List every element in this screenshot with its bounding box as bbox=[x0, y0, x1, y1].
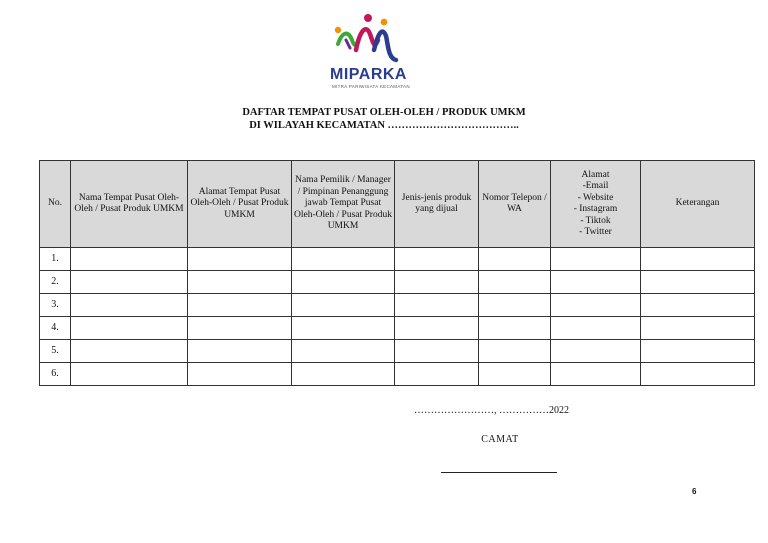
table-cell bbox=[479, 294, 551, 317]
table-row bbox=[40, 248, 755, 271]
table-cell bbox=[188, 294, 292, 317]
table-cell bbox=[551, 363, 641, 386]
miparka-logo bbox=[326, 10, 416, 92]
signature-line bbox=[441, 472, 557, 473]
table-cell bbox=[188, 317, 292, 340]
table-cell bbox=[551, 294, 641, 317]
table-row bbox=[40, 363, 755, 386]
table-cell bbox=[395, 271, 479, 294]
date-line: ……………………, ……………2022 bbox=[414, 405, 569, 416]
table-cell bbox=[395, 294, 479, 317]
table-cell bbox=[551, 317, 641, 340]
table-cell bbox=[641, 248, 755, 271]
table-row bbox=[40, 271, 755, 294]
table-cell bbox=[71, 363, 188, 386]
table-cell bbox=[395, 363, 479, 386]
table-cell bbox=[641, 363, 755, 386]
document-title bbox=[0, 106, 768, 132]
table-row bbox=[40, 294, 755, 317]
signatory-role: CAMAT bbox=[481, 434, 519, 445]
page-number: 6 bbox=[692, 487, 697, 496]
table-cell bbox=[641, 340, 755, 363]
table-cell bbox=[188, 248, 292, 271]
row-number: 4. bbox=[40, 317, 71, 340]
row-number: 3. bbox=[40, 294, 71, 317]
title-line-2: DI WILAYAH KECAMATAN ……………………………….. bbox=[249, 120, 519, 131]
table-cell bbox=[551, 248, 641, 271]
column-header: Alamat -Email - Website - Instagram - Tiktok - Twitter bbox=[551, 161, 641, 248]
table-cell bbox=[551, 340, 641, 363]
data-table bbox=[39, 160, 755, 386]
row-number: 1. bbox=[40, 248, 71, 271]
table-cell bbox=[479, 317, 551, 340]
column-header: Keterangan bbox=[641, 161, 755, 248]
table-cell bbox=[641, 317, 755, 340]
table-cell bbox=[188, 271, 292, 294]
title-line-1: DAFTAR TEMPAT PUSAT OLEH-OLEH / PRODUK UMKM bbox=[242, 107, 526, 118]
logo-wordmark: MIPARKA bbox=[330, 66, 407, 83]
table-cell bbox=[292, 363, 395, 386]
logo-tagline: MITRA PARIWISATA KECAMATAN bbox=[332, 84, 410, 89]
table-cell bbox=[71, 340, 188, 363]
column-header: Alamat Tempat Pusat Oleh-Oleh / Pusat Produk UMKM bbox=[188, 161, 292, 248]
column-header: No. bbox=[40, 161, 71, 248]
table-cell bbox=[292, 340, 395, 363]
column-header: Nama Tempat Pusat Oleh-Oleh / Pusat Produk UMKM bbox=[71, 161, 188, 248]
table-cell bbox=[71, 271, 188, 294]
table-cell bbox=[188, 340, 292, 363]
table-cell bbox=[479, 340, 551, 363]
table-body bbox=[40, 248, 755, 386]
miparka-logo-mark-icon bbox=[326, 10, 416, 68]
table-cell bbox=[479, 248, 551, 271]
table-cell bbox=[395, 340, 479, 363]
table-cell bbox=[551, 271, 641, 294]
table-row bbox=[40, 317, 755, 340]
column-header: Nama Pemilik / Manager / Pimpinan Penanggung jawab Tempat Pusat Oleh-Oleh / Pusat Produk UMKM bbox=[292, 161, 395, 248]
table-cell bbox=[71, 294, 188, 317]
row-number: 5. bbox=[40, 340, 71, 363]
table-cell bbox=[641, 294, 755, 317]
table-cell bbox=[292, 294, 395, 317]
table-cell bbox=[292, 271, 395, 294]
table-cell bbox=[71, 317, 188, 340]
table-cell bbox=[479, 271, 551, 294]
table-cell bbox=[395, 317, 479, 340]
table-cell bbox=[292, 248, 395, 271]
table-cell bbox=[71, 248, 188, 271]
table-cell bbox=[395, 248, 479, 271]
row-number: 6. bbox=[40, 363, 71, 386]
column-header: Jenis-jenis produk yang dijual bbox=[395, 161, 479, 248]
table-cell bbox=[641, 271, 755, 294]
column-header: Nomor Telepon / WA bbox=[479, 161, 551, 248]
table-cell bbox=[292, 317, 395, 340]
table-row bbox=[40, 340, 755, 363]
row-number: 2. bbox=[40, 271, 71, 294]
table-cell bbox=[188, 363, 292, 386]
table-cell bbox=[479, 363, 551, 386]
table-header bbox=[40, 161, 755, 248]
